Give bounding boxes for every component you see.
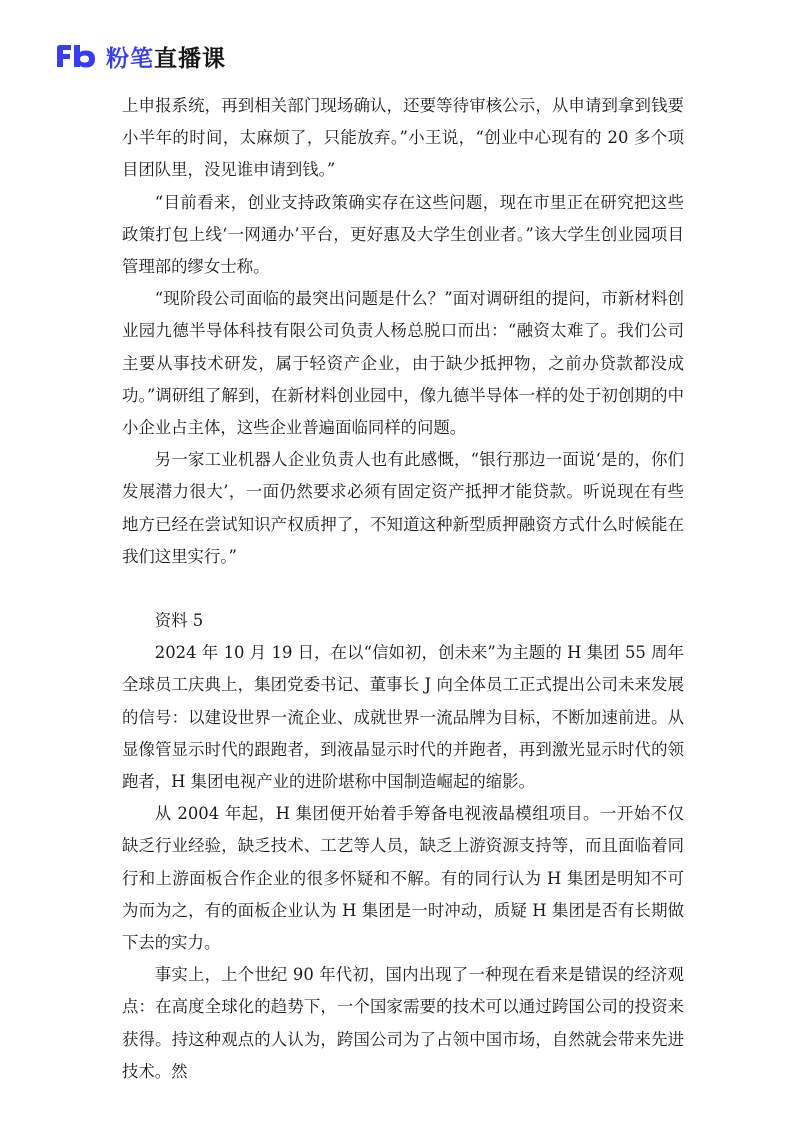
paragraph-6: 从 2004 年起，H 集团便开始着手筹备电视液晶模组项目。一开始不仅缺乏行业经验，缺乏技术、工艺等人员，缺乏上游资源支持等，而且面临着同行和上游面板合作企业的很多怀疑和不解。有的同行认为 H 集团是明知不可为而为之，有的面板企业认为 H 集团是一时冲动，质疑 H 集团是否有长期做下去的实力。 [122,804,684,953]
brand-rest-text: 直播课 [154,45,226,72]
brand-accent-text: 粉笔 [106,45,154,72]
paragraph-1: 上申报系统，再到相关部门现场确认，还要等待审核公示，从申请到拿到钱要小半年的时间，太麻烦了，只能放弃。”小王说，“创业中心现有的 20 多个项目团队里，没见谁申请到钱。” [122,96,684,180]
section-title: 资料 5 [154,611,204,631]
document-body [122,90,684,1088]
paragraph-3: “现阶段公司面临的最突出问题是什么？”面对调研组的提问，市新材料创业园九德半导体科技有限公司负责人杨总脱口而出：“融资太难了。我们公司主要从事技术研发，属于轻资产企业，由于缺少抵押物，之前办贷款都没成功。”调研组了解到，在新材料创业园中，像九德半导体一样的处于初创期的中小企业占主体，这些企业普遍面临同样的问题。 [122,289,684,438]
page-header [54,38,226,74]
paragraph-5: 2024 年 10 月 19 日，在以“信如初，创未来”为主题的 H 集团 55 周年全球员工庆典上，集团党委书记、董事长 J 向全体员工正式提出公司未来发展的信号：以建设世界一流企业、成就世界一流品牌为目标，不断加速前进。从显像管显示时代的跟跑者，到液晶显示时代的并跑者，再到激光显示时代的领跑者，H 集团电视产业的进阶堪称中国制造崛起的缩影。 [122,643,684,792]
paragraph-4: 另一家工业机器人企业负责人也有此感慨，“银行那边一面说‘是的，你们发展潜力很大’，一面仍然要求必须有固定资产抵押才能贷款。听说现在有些地方已经在尝试知识产权质押了，不知道这种新型质押融资方式什么时候能在我们这里实行。” [122,450,684,566]
paragraph-7: 事实上，上个世纪 90 年代初，国内出现了一种现在看来是错误的经济观点：在高度全球化的趋势下，一个国家需要的技术可以通过跨国公司的投资来获得。持这种观点的人认为，跨国公司为了占领中国市场，自然就会带来先进技术。然 [122,965,684,1081]
paragraph-2: “目前看来，创业支持政策确实存在这些问题，现在市里正在研究把这些政策打包上线‘一网通办’平台，更好惠及大学生创业者。”该大学生创业园项目管理部的缪女士称。 [122,192,684,277]
brand-name [106,40,226,73]
fenbi-logo-icon [54,43,98,69]
